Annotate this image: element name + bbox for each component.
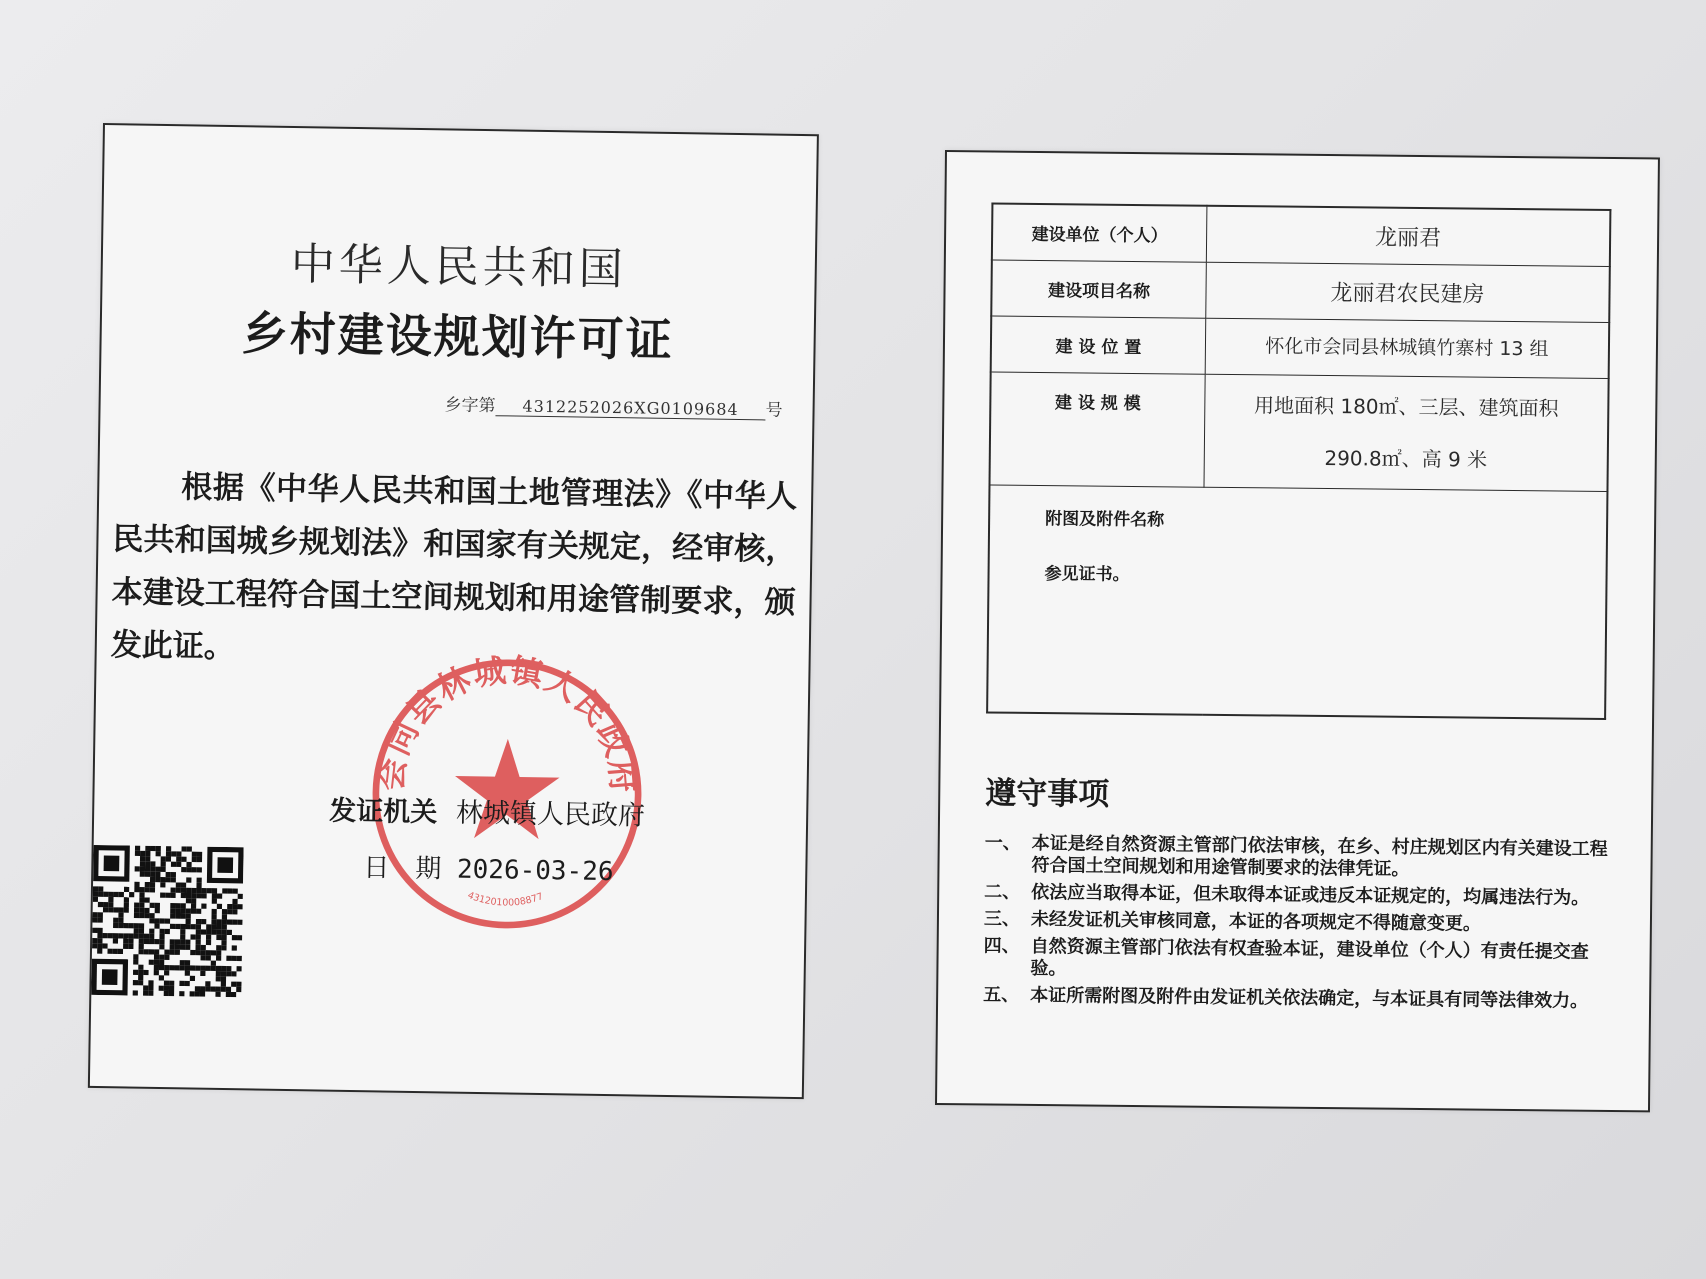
applicant-value: 龙丽君 — [1206, 206, 1610, 267]
attachments-cell — [987, 485, 1607, 719]
permit-front-page — [88, 123, 819, 1099]
rule-index: 二、 — [984, 881, 1021, 903]
rule-text: 依法应当取得本证，但未取得本证或违反本证规定的，均属违法行为。 — [1031, 881, 1590, 909]
svg-text:4312010008877 — [466, 890, 545, 909]
table-row — [991, 316, 1610, 378]
list-item — [984, 908, 1624, 937]
table-row — [991, 260, 1610, 322]
permit-back-page — [935, 150, 1660, 1112]
row-label: 建 设 位 置 — [991, 316, 1206, 374]
scale-value — [1204, 374, 1609, 491]
permit-suffix: 号 — [765, 400, 783, 421]
date-label: 日 期 — [363, 853, 442, 885]
row-label: 建设单位（个人） — [992, 203, 1207, 262]
table-row — [989, 372, 1608, 491]
row-label: 建设项目名称 — [991, 260, 1206, 318]
attachments-value: 参见证书。 — [1044, 564, 1130, 585]
issue-date-line — [363, 847, 614, 888]
rule-text: 未经发证机关审核同意，本证的各项规定不得随意变更。 — [1030, 908, 1482, 935]
attachments-label: 附图及附件名称 — [1045, 509, 1165, 531]
rules-list — [983, 832, 1625, 1018]
rule-text: 自然资源主管部门依法有权查验本证，建设单位（个人）有责任提交查验。 — [1030, 935, 1589, 980]
table-row — [987, 485, 1607, 719]
issuer-line — [329, 789, 645, 833]
issuer-value: 林城镇人民政府 — [455, 797, 646, 832]
list-item — [983, 984, 1623, 1013]
scale-line-1: 用地面积 180㎡、三层、建筑面积 — [1253, 393, 1559, 421]
date-value: 2026-03-26 — [456, 854, 614, 888]
rules-title: 遵守事项 — [985, 775, 1110, 813]
rule-index: 四、 — [983, 935, 1020, 957]
rule-text: 本证是经自然资源主管部门依法审核，在乡、村庄规划区内有关建设工程符合国土空间规划和用途管制要求的法律凭证。 — [1031, 832, 1608, 880]
permit-prefix: 乡字第 — [444, 395, 496, 417]
list-item — [984, 881, 1624, 910]
location-value: 怀化市会同县林城镇竹寨村 13 组 — [1205, 318, 1609, 378]
permit-body-text: 根据《中华人民共和国土地管理法》《中华人民共和国城乡规划法》和国家有关规定，经审核，本建设工程符合国土空间规划和用途管制要求，颁发此证。 — [110, 469, 798, 666]
rule-index: 一、 — [984, 832, 1021, 854]
table-row — [992, 203, 1611, 266]
scale-line-2: 290.8㎡、高 9 米 — [1324, 445, 1488, 472]
qr-code — [91, 845, 243, 997]
issuer-label: 发证机关 — [328, 795, 438, 829]
list-item — [984, 832, 1624, 883]
rule-index: 五、 — [983, 984, 1020, 1006]
country-title: 中华人民共和国 — [290, 238, 628, 296]
project-name-value: 龙丽君农民建房 — [1206, 262, 1610, 322]
permit-number-line — [444, 390, 782, 420]
list-item — [983, 935, 1623, 986]
rule-text: 本证所需附图及附件由发证机关依法确定，与本证具有同等法律效力。 — [1030, 984, 1589, 1012]
project-info-table — [986, 202, 1611, 719]
row-label: 建 设 规 模 — [989, 372, 1205, 487]
seal-text: 会同县林城镇人民政府 — [371, 650, 643, 796]
seal-code: 4312010008877 — [465, 889, 545, 909]
permit-title: 乡村建设规划许可证 — [241, 306, 675, 367]
rule-index: 三、 — [983, 908, 1021, 930]
permit-number: 4312252026XG0109684 — [495, 396, 765, 420]
